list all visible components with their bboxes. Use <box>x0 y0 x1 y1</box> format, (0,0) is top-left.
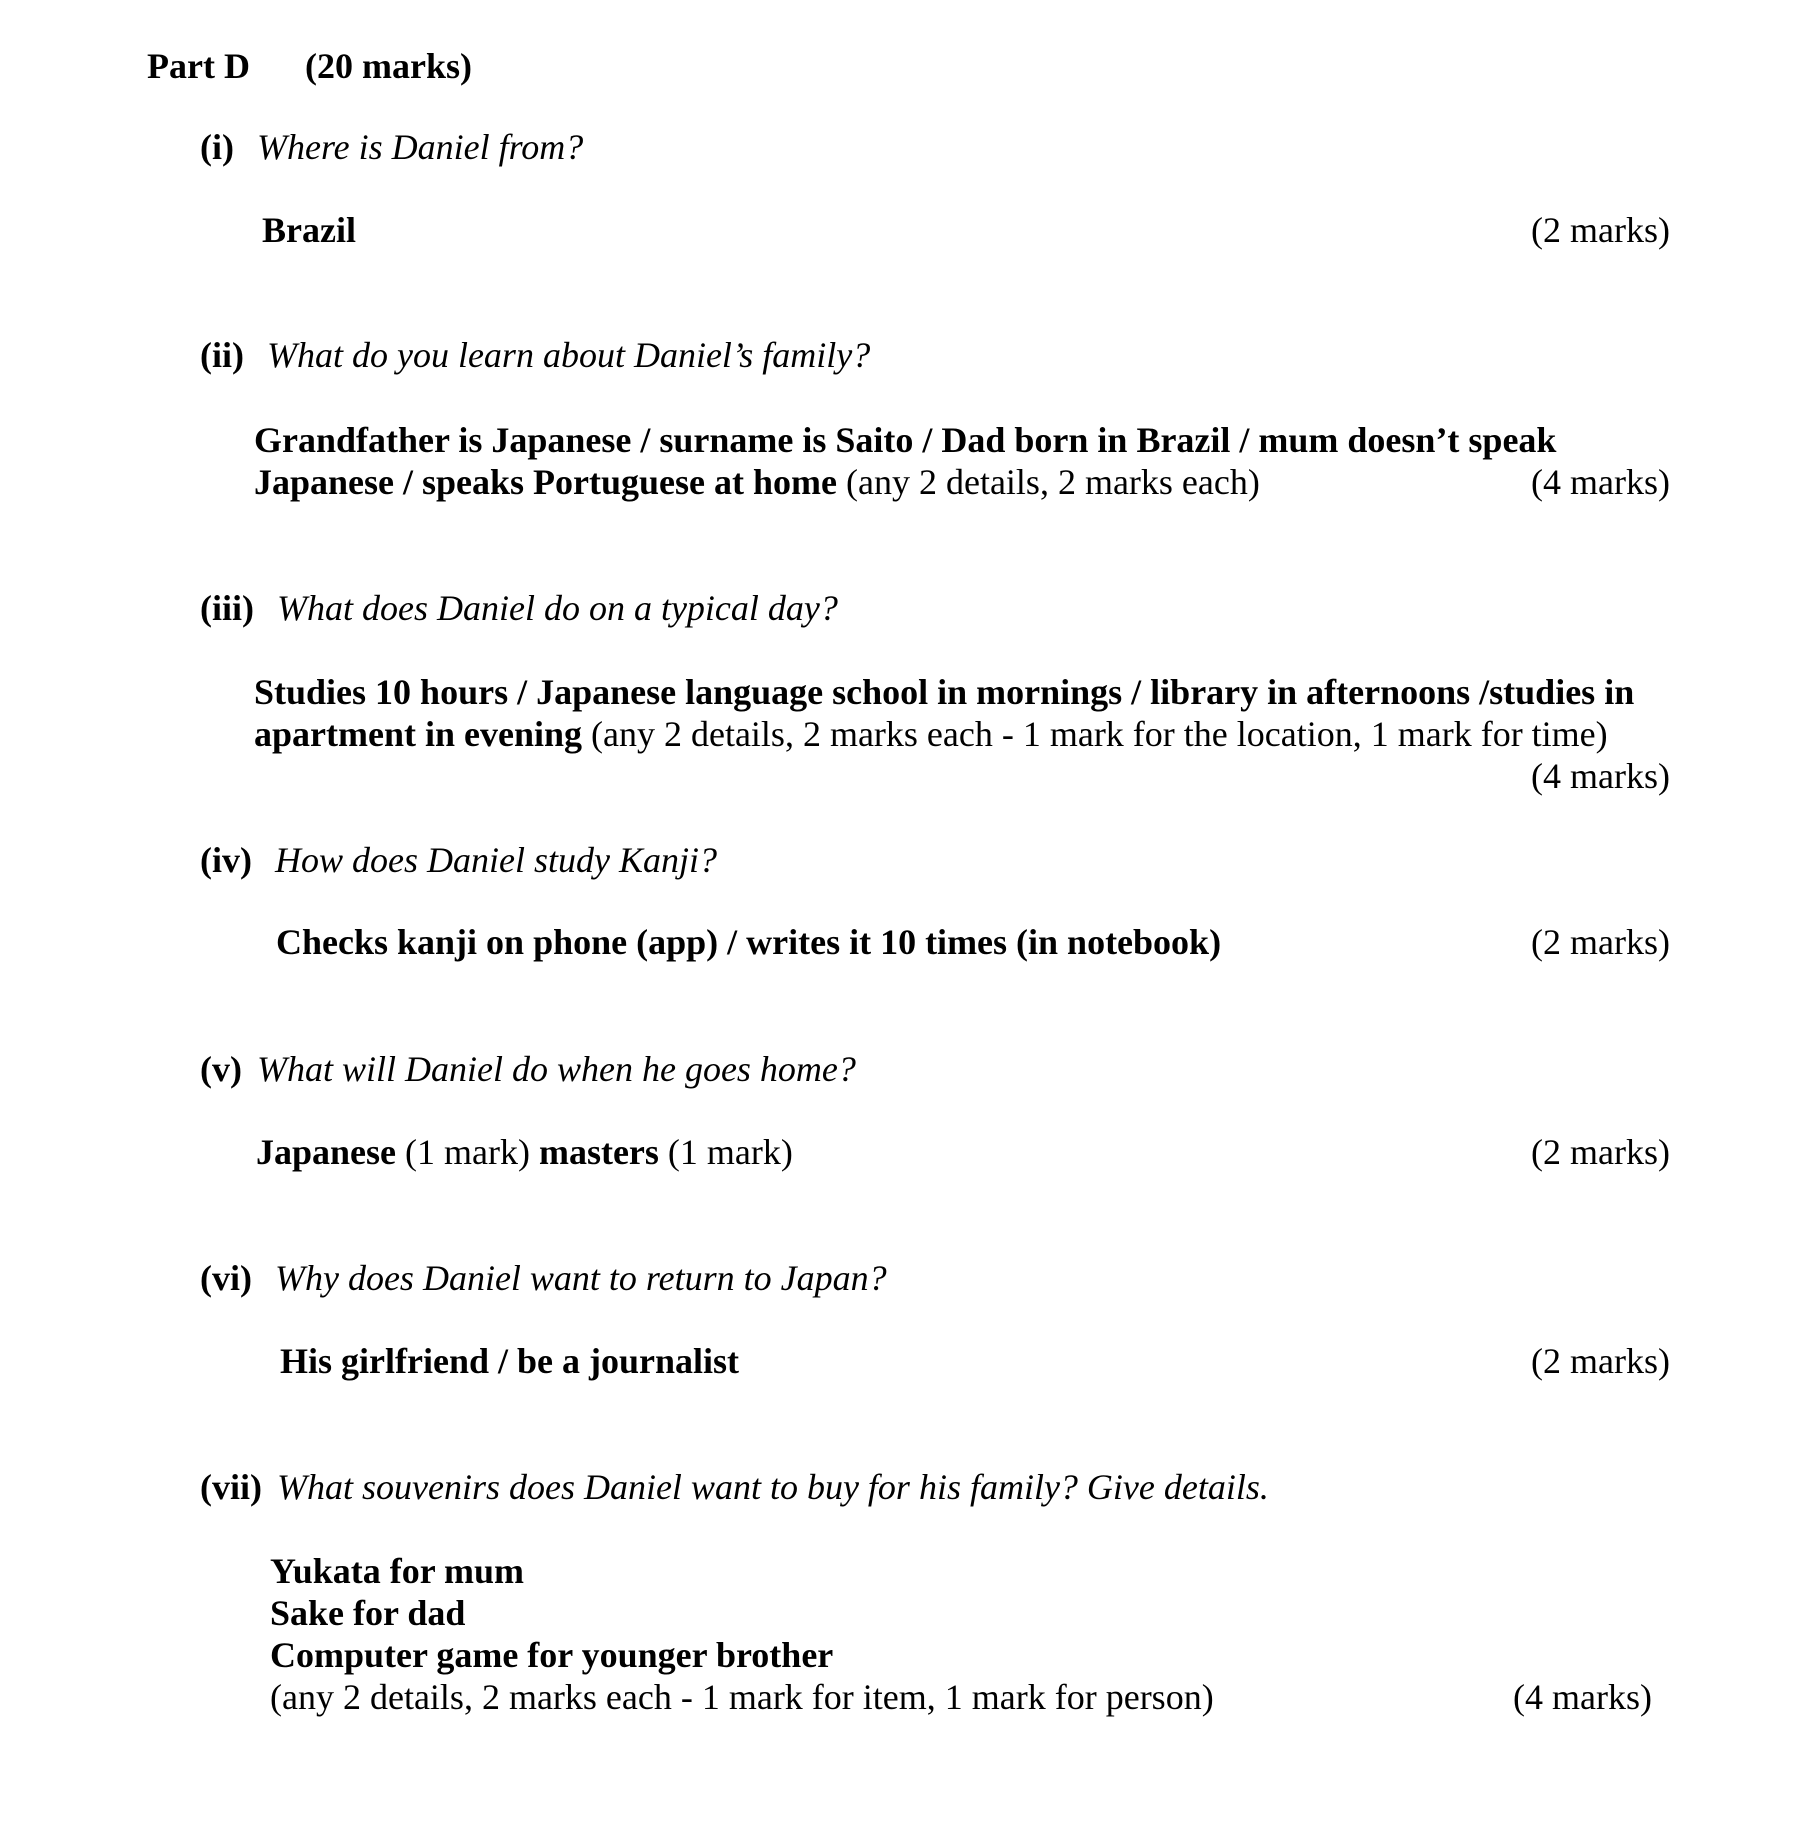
question-number: (iii) <box>200 588 254 628</box>
answer-note: (any 2 details, 2 marks each - 1 mark for item, 1 mark for person) <box>270 1677 1214 1717</box>
answer-line-2 <box>254 713 1608 755</box>
marks-label: (4 marks) <box>1531 756 1670 796</box>
marks-label: (4 marks) <box>1531 462 1670 502</box>
answer-note: (any 2 details, 2 marks each) <box>846 462 1260 502</box>
question-line <box>200 1257 887 1299</box>
question-line <box>200 839 717 881</box>
question-line <box>200 1048 856 1090</box>
answer-item: Computer game for younger brother <box>270 1635 834 1675</box>
answer-line-1: Studies 10 hours / Japanese language school in mornings / library in afternoons /studies in <box>254 672 1635 712</box>
part-total-marks: (20 marks) <box>305 46 472 86</box>
answer-item: Sake for dad <box>270 1593 466 1633</box>
answer-text: Brazil <box>262 210 356 250</box>
answer-line <box>256 1131 793 1173</box>
question-number: (vii) <box>200 1467 262 1507</box>
answer-bold-1: Japanese <box>256 1132 397 1172</box>
answer-text: Checks kanji on phone (app) / writes it 10 times (in notebook) <box>276 922 1222 962</box>
answer-bold: Japanese / speaks Portuguese at home <box>254 462 837 502</box>
answer-note: (any 2 details, 2 marks each - 1 mark for the location, 1 mark for time) <box>591 714 1608 754</box>
question-number: (iv) <box>200 840 252 880</box>
question-text: What souvenirs does Daniel want to buy for his family? Give details. <box>276 1467 1269 1507</box>
part-label: Part D <box>147 46 250 86</box>
question-text: What will Daniel do when he goes home? <box>256 1049 856 1089</box>
answer-bold-2: masters <box>538 1132 659 1172</box>
question-number: (vi) <box>200 1258 252 1298</box>
question-text: Why does Daniel want to return to Japan? <box>274 1258 887 1298</box>
question-number: (v) <box>200 1049 242 1089</box>
marks-label: (2 marks) <box>1531 210 1670 250</box>
answer-line-1: Grandfather is Japanese / surname is Saito / Dad born in Brazil / mum doesn’t speak <box>254 420 1557 460</box>
marks-label: (2 marks) <box>1531 922 1670 962</box>
answer-note-2: (1 mark) <box>667 1132 793 1172</box>
marks-label: (2 marks) <box>1531 1341 1670 1381</box>
answer-text: His girlfriend / be a journalist <box>280 1341 739 1381</box>
marks-label: (2 marks) <box>1531 1132 1670 1172</box>
question-line <box>200 587 838 629</box>
question-text: Where is Daniel from? <box>256 127 584 167</box>
question-number: (ii) <box>200 335 244 375</box>
answer-bold: apartment in evening <box>254 714 582 754</box>
answer-line-2 <box>254 461 1260 503</box>
question-line <box>200 334 870 376</box>
question-line <box>200 1466 1269 1508</box>
answer-item: Yukata for mum <box>270 1551 525 1591</box>
question-number: (i) <box>200 127 234 167</box>
marks-label: (4 marks) <box>1513 1677 1652 1717</box>
question-text: What does Daniel do on a typical day? <box>276 588 838 628</box>
answer-note-1: (1 mark) <box>405 1132 530 1172</box>
question-line <box>200 126 583 168</box>
question-text: How does Daniel study Kanji? <box>274 840 717 880</box>
question-text: What do you learn about Daniel’s family? <box>266 335 871 375</box>
